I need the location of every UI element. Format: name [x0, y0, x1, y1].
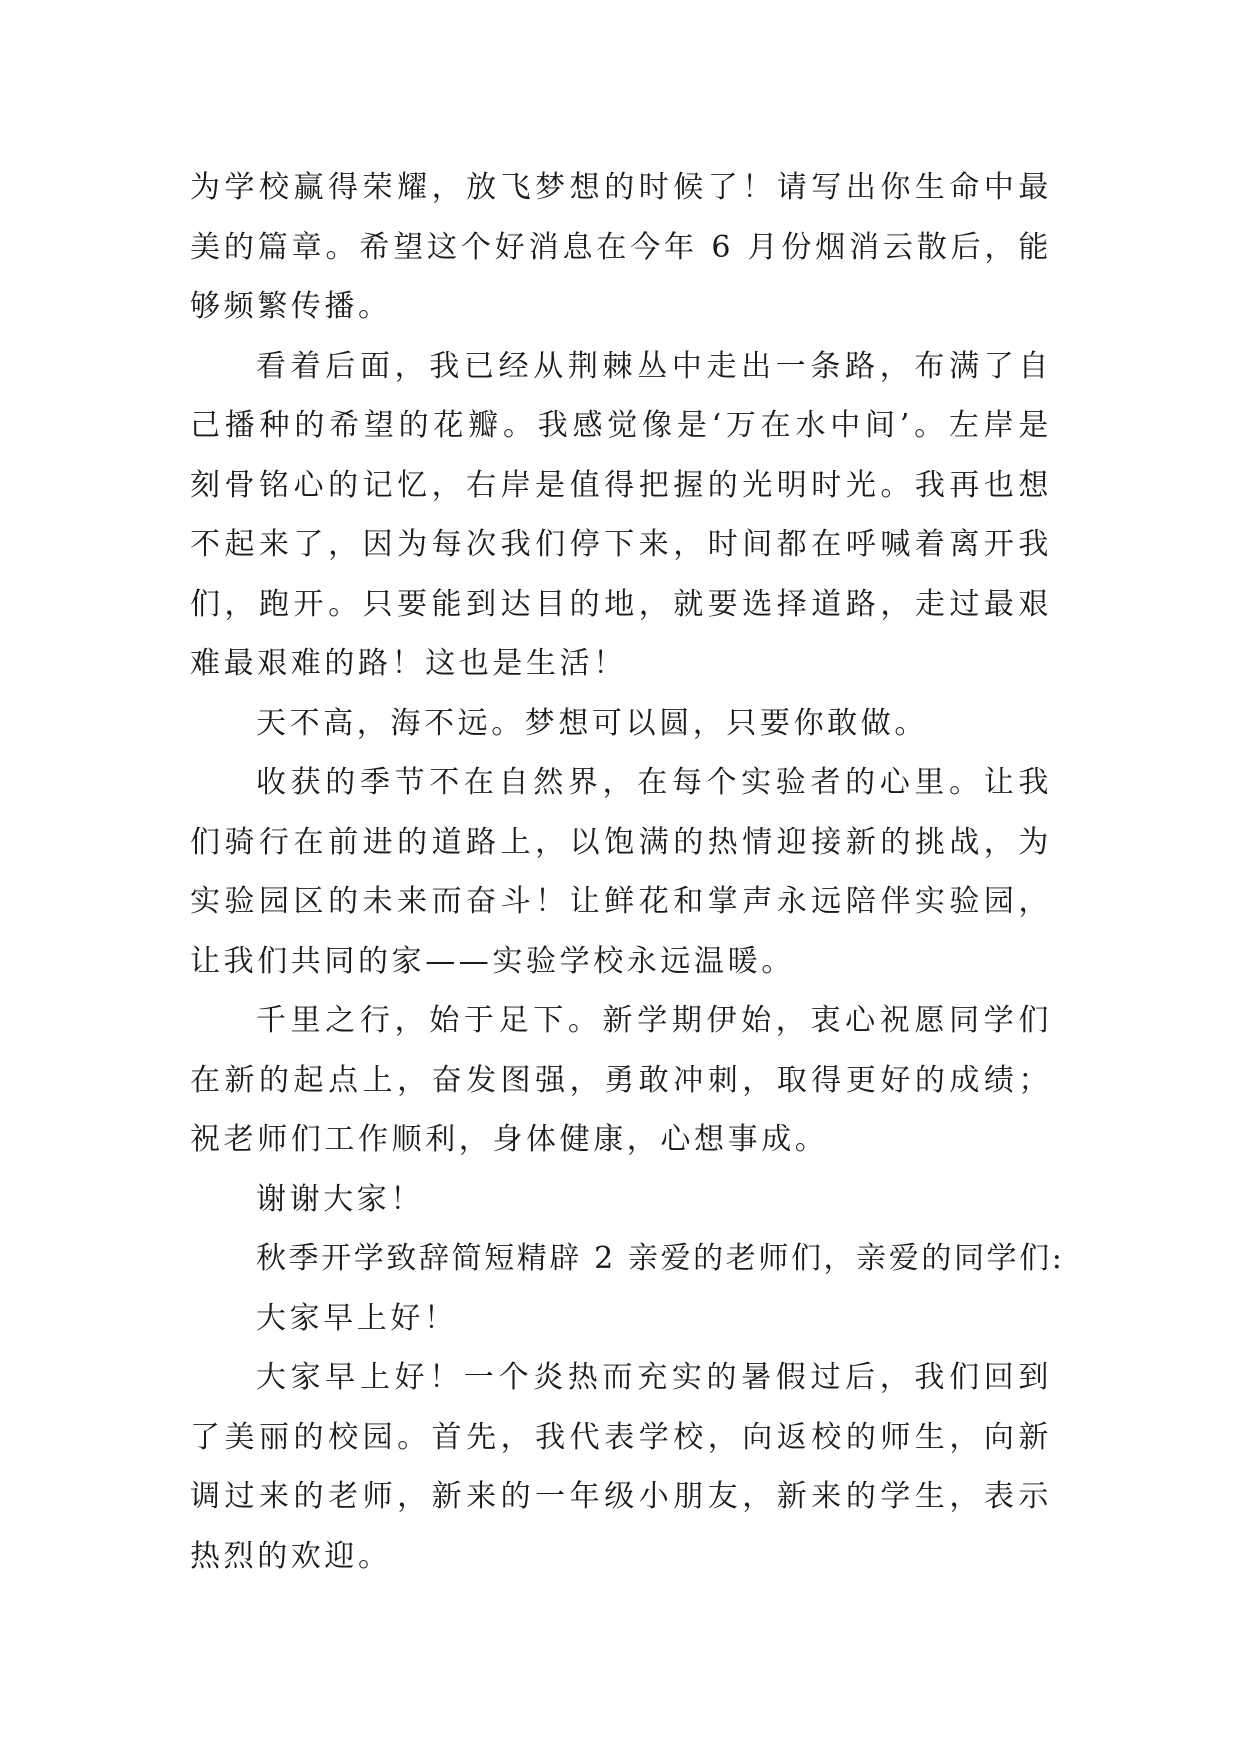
paragraph: 收获的季节不在自然界，在每个实验者的心里。让我们骑行在前进的道路上，以饱满的热情迎接新的挑战，为实验园区的未来而奋斗！让鲜花和掌声永远陪伴实验园，让我们共同的家——实验学校永远温暖。 — [190, 765, 1052, 979]
section-heading-paragraph: 秋季开学致辞简短精辟 2 亲爱的老师们，亲爱的同学们: — [256, 1241, 1065, 1276]
paragraph: 为学校赢得荣耀，放飞梦想的时候了！请写出你生命中最美的篇章。希望这个好消息在今年 6 月份烟消云散后，能够频繁传播。 — [190, 170, 1052, 324]
document-body — [190, 158, 1065, 1586]
paragraph: 谢谢大家！ — [256, 1181, 424, 1217]
greeting-paragraph: 大家早上好！ — [256, 1300, 458, 1336]
paragraph: 千里之行，始于足下。新学期伊始，衷心祝愿同学们在新的起点上，奋发图强，勇敢冲刺，取得更好的成绩；祝老师们工作顺利，身体健康，心想事成。 — [190, 1003, 1052, 1157]
paragraph: 看着后面，我已经从荆棘丛中走出一条路，布满了自己播种的希望的花瓣。我感觉像是‘万在水中间’。左岸是刻骨铭心的记忆，右岸是值得把握的光明时光。我再也想不起来了，因为每次我们停下来，时间都在呼喊着离开我们，跑开。只要能到达目的地，就要选择道路，走过最艰难最艰难的路！这也是生活！ — [190, 348, 1052, 681]
paragraph: 天不高，海不远。梦想可以圆，只要你敢做。 — [256, 705, 928, 741]
paragraph: 大家早上好！一个炎热而充实的暑假过后，我们回到了美丽的校园。首先，我代表学校，向返校的师生，向新调过来的老师，新来的一年级小朋友，新来的学生，表示热烈的欢迎。 — [190, 1360, 1052, 1574]
